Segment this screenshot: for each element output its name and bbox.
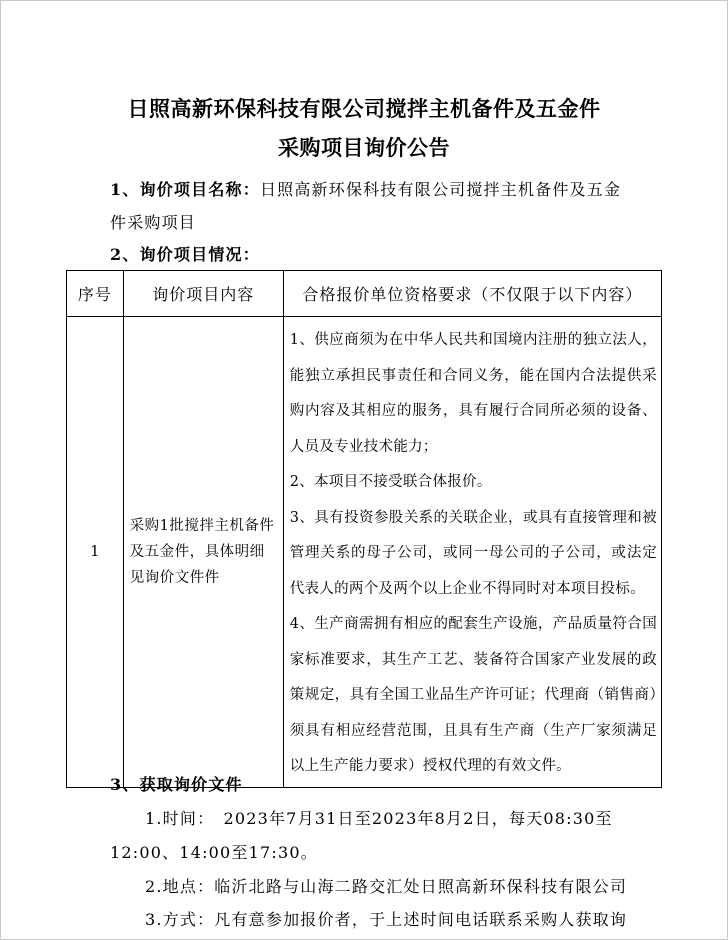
section3-time-line1: 1.时间： 2023年7月31日至2023年8月2日，每天08:30至 bbox=[145, 809, 613, 828]
requirement-3: 3、具有投资参股关系的关联企业，或具有直接管理和被管理关系的母子公司，或同一母公司的子公司，或法定代表人的两个及两个以上企业不得同时对本项目投标。 bbox=[289, 509, 657, 597]
section1-heading: 1、询价项目名称： bbox=[110, 180, 260, 199]
header-requirements: 合格报价单位资格要求（不仅限于以下内容） bbox=[283, 271, 661, 317]
requirement-1: 1、供应商须为在中华人民共和国境内注册的独立法人，能独立承担民事责任和合同义务，能在国内合法提供采购内容及其相应的服务，具有履行合同所必须的设备、人员及专业技术能力； bbox=[289, 332, 657, 455]
inquiry-table bbox=[66, 270, 662, 788]
section1-text-cont: 件采购项目 bbox=[110, 213, 197, 232]
row-requirements-cell bbox=[283, 317, 661, 788]
table-row bbox=[67, 317, 662, 788]
section3-method: 3.方式：凡有意参加报价者，于上述时间电话联系采购人获取询 bbox=[145, 910, 628, 929]
section3-place: 2.地点：临沂北路与山海二路交汇处日照高新环保科技有限公司 bbox=[145, 877, 628, 896]
section2-heading: 2、询价项目情况： bbox=[110, 245, 260, 264]
row-item-cell bbox=[123, 317, 283, 788]
doc-title-line2: 采购项目询价公告 bbox=[278, 135, 450, 160]
section1-text: 日照高新环保科技有限公司搅拌主机备件及五金 bbox=[259, 180, 622, 199]
section3-heading: 3、获取询价文件 bbox=[110, 775, 243, 794]
row-item: 采购1批搅拌主机备件及五金件，具体明细见询价文件件 bbox=[129, 517, 275, 586]
section3-time-line2: 12:00、14:00至17:30。 bbox=[110, 843, 318, 862]
requirement-4: 4、生产商需拥有相应的配套生产设施，产品质量符合国家标准要求，其生产工艺、装备符合国家产业发展的政策规定，具有全国工业品生产许可证；代理商（销售商）须具有相应经营范围，且具有生产商（生产厂家须满足以上生产能力要求）授权代理的有效文件。 bbox=[289, 616, 657, 774]
table-header-row bbox=[67, 271, 662, 317]
header-item: 询价项目内容 bbox=[123, 271, 283, 317]
doc-title-line1: 日照高新环保科技有限公司搅拌主机备件及五金件 bbox=[127, 96, 601, 121]
requirement-2: 2、本项目不接受联合体报价。 bbox=[289, 474, 492, 490]
section1-line bbox=[110, 177, 621, 200]
header-index: 序号 bbox=[67, 271, 124, 317]
row-index: 1 bbox=[67, 317, 124, 788]
